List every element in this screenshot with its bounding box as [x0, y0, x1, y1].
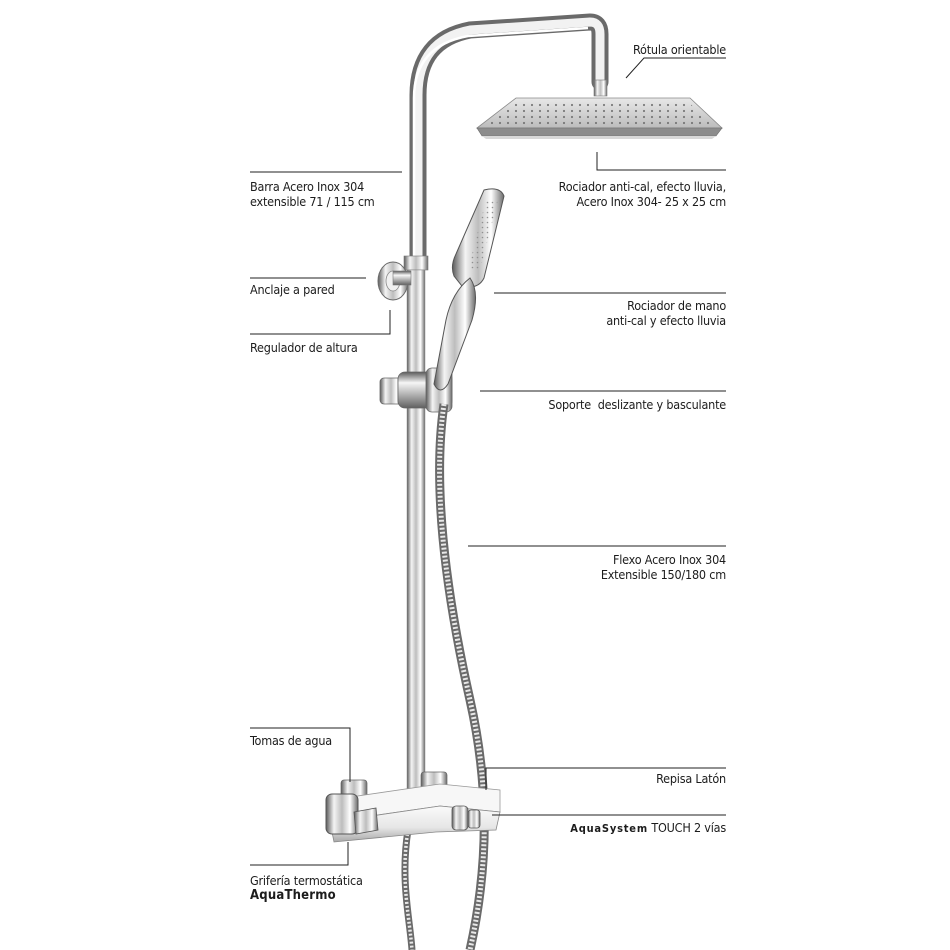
- label-rociador-mano-line1: Rociador de mano: [627, 298, 726, 313]
- label-flexo-line1: Flexo Acero Inox 304: [612, 552, 726, 567]
- label-flexo: [601, 552, 726, 582]
- label-barra-line1: Barra Acero Inox 304: [250, 179, 365, 194]
- label-griferia: [250, 873, 363, 903]
- swivel-joint: [594, 80, 607, 96]
- label-rociador-anticál: [559, 179, 726, 209]
- label-griferia-line1: Grifería termostática: [250, 873, 363, 888]
- riser-bar: [404, 256, 428, 806]
- label-soporte: Soporte deslizante y basculante: [548, 397, 726, 412]
- label-repisa: Repisa Latón: [656, 771, 726, 786]
- extension-collar: [404, 256, 428, 270]
- aquasystem-brand: AquaSystem: [570, 822, 648, 835]
- label-rociador-line1: Rociador anti-cal, efecto lluvia,: [558, 179, 726, 194]
- aquasystem-touch: TOUCH 2 vías: [651, 820, 726, 835]
- label-flexo-line2: Extensible 150/180 cm: [600, 567, 726, 582]
- aquathermo-brand: AquaThermo: [250, 888, 336, 903]
- label-tomas: Tomas de agua: [250, 733, 332, 748]
- label-regulador: Regulador de altura: [250, 340, 358, 355]
- label-aquasystem: [570, 820, 726, 836]
- rain-shower-head: [477, 98, 722, 139]
- hand-shower: [434, 189, 504, 390]
- label-barra-line2: extensible 71 / 115 cm: [250, 194, 375, 209]
- label-barra: [250, 179, 375, 209]
- touch-button: [452, 806, 468, 830]
- label-rociador-mano: [606, 298, 726, 328]
- label-rotula-orientable: Rótula orientable: [632, 42, 726, 57]
- label-rociador-line2: Acero Inox 304- 25 x 25 cm: [576, 194, 726, 209]
- label-rociador-mano-line2: anti-cal y efecto lluvia: [606, 313, 726, 328]
- label-anclaje: Anclaje a pared: [250, 282, 335, 297]
